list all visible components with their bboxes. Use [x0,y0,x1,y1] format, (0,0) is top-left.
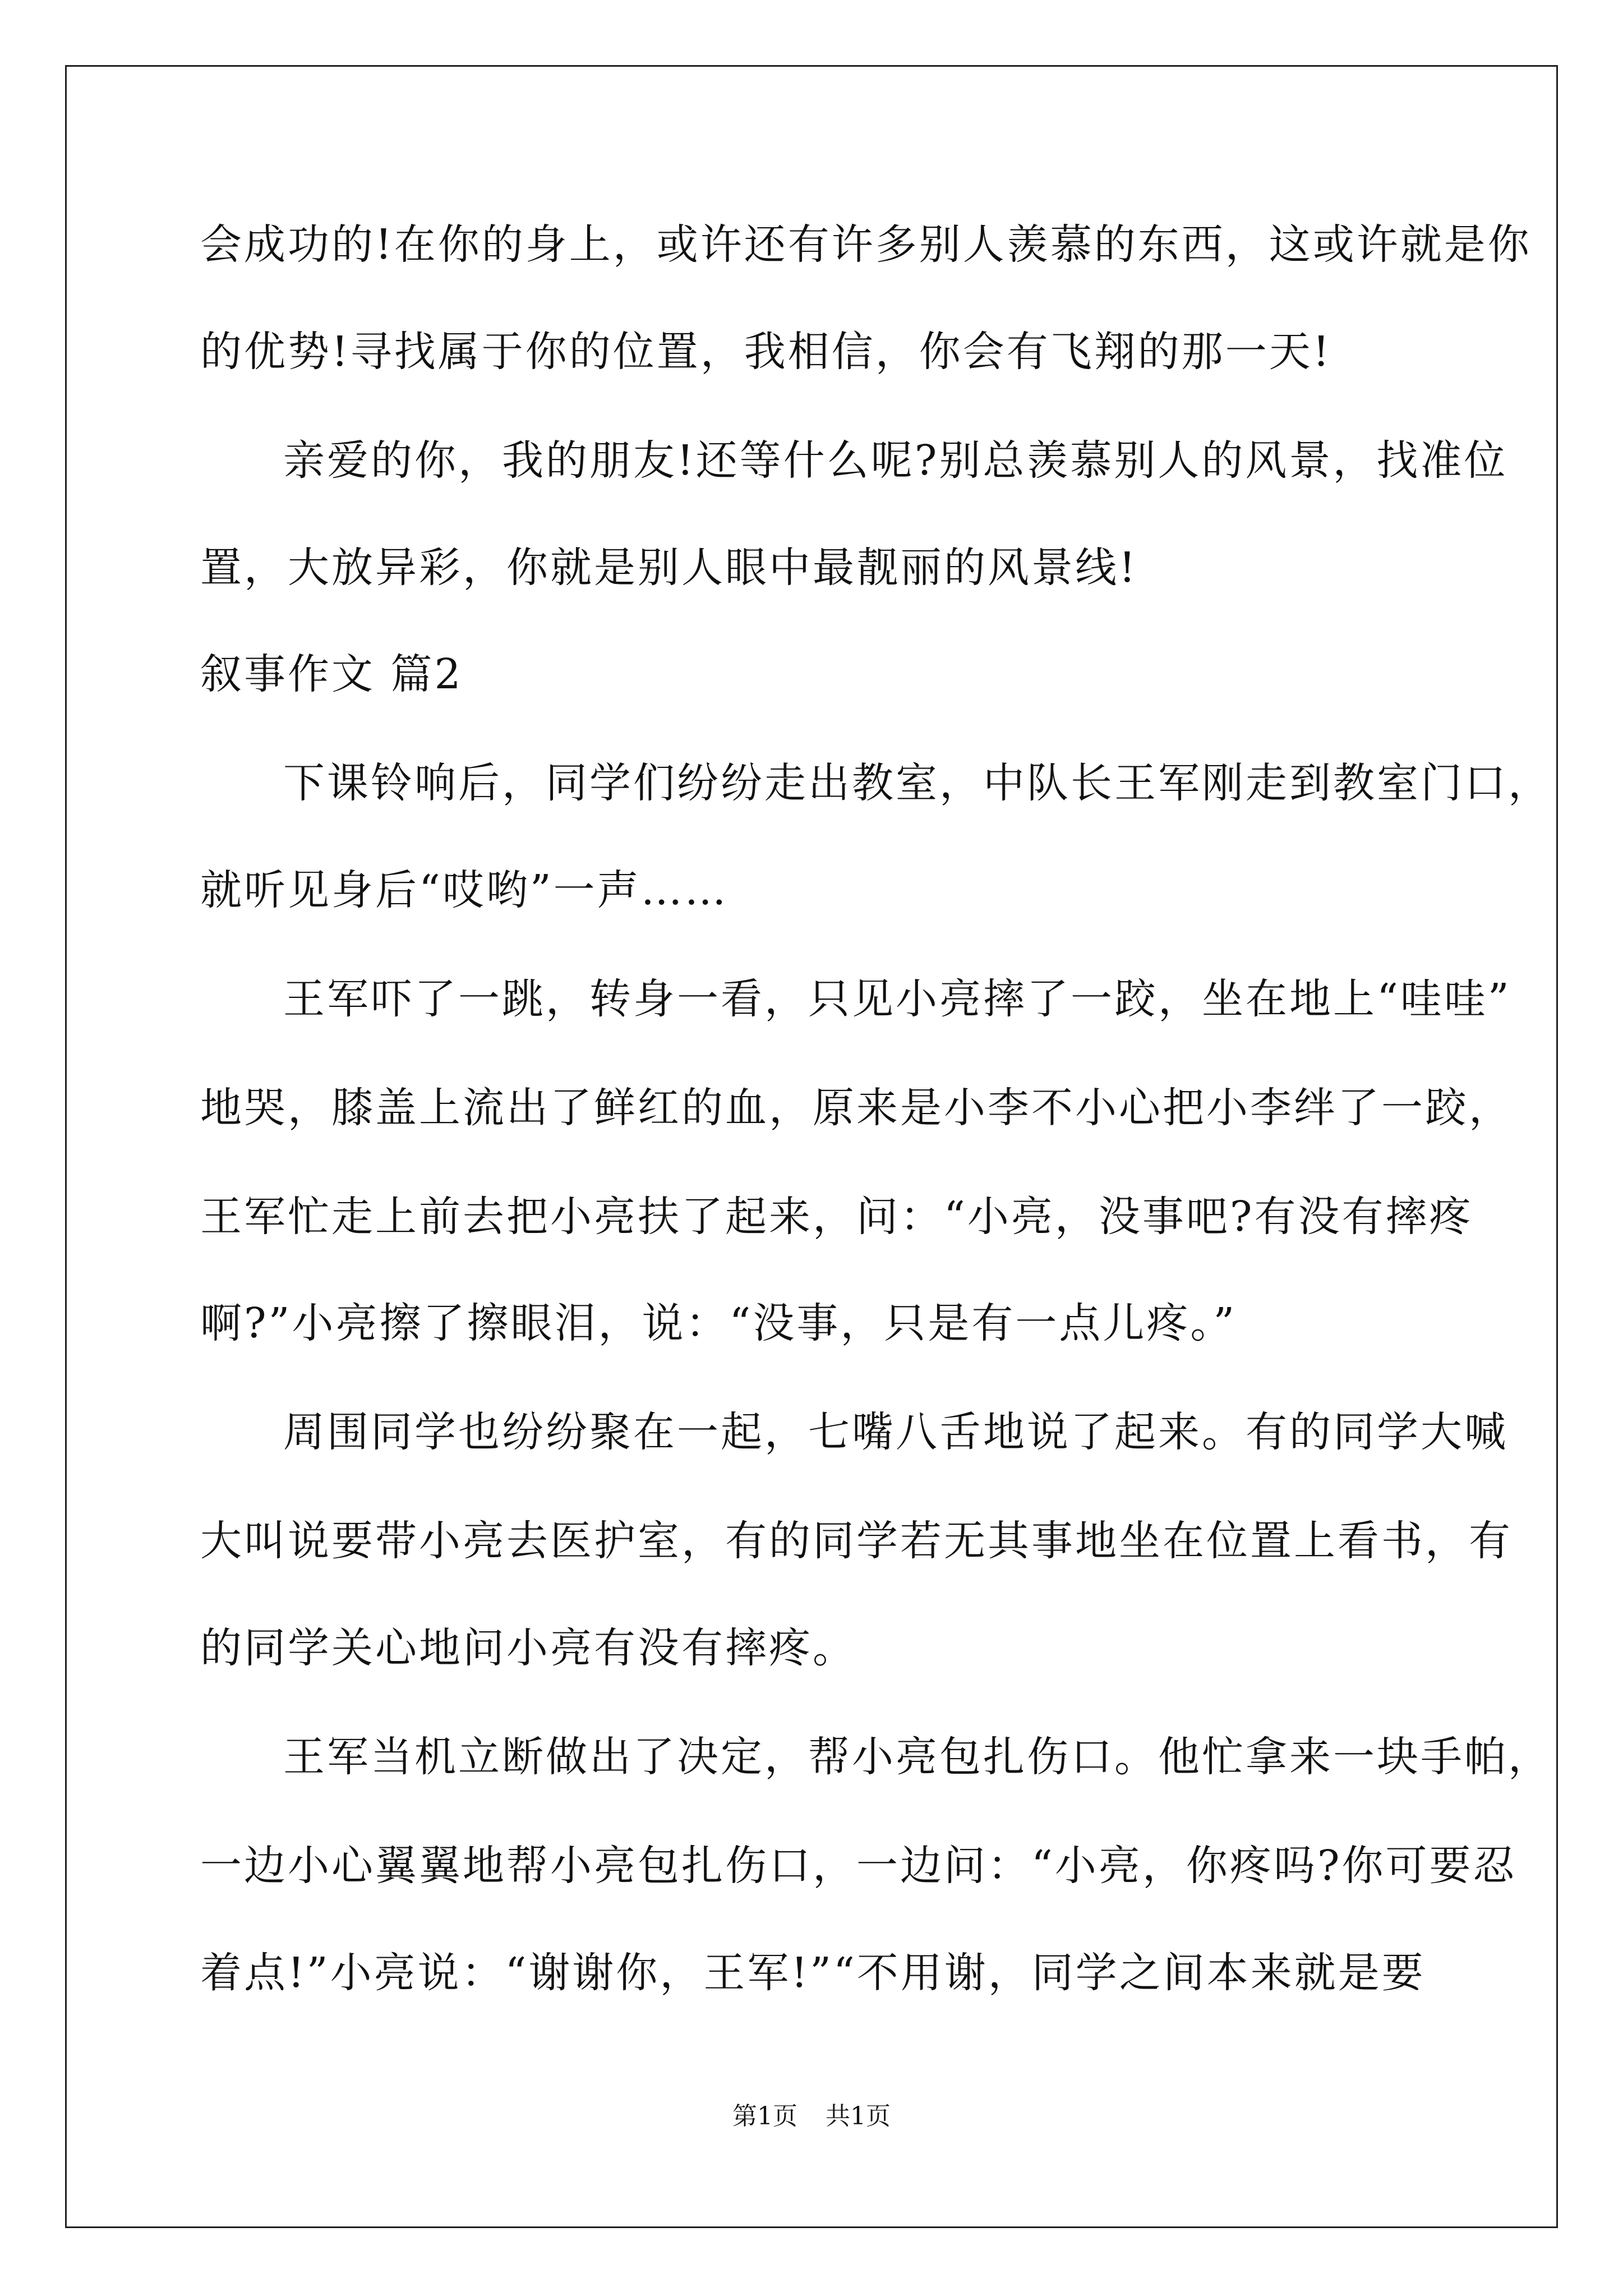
text-line: 王军当机立断做出了决定，帮小亮包扎伤口。他忙拿来一块手帕， [283,1733,1552,1781]
text-line: 大叫说要带小亮去医护室，有的同学若无其事地坐在位置上看书，有 [200,1517,1513,1565]
section-heading: 叙事作文 篇2 [200,650,463,698]
text-line: 会成功的!在你的身上，或许还有许多别人羡慕的东西，这或许就是你 [200,220,1532,269]
page-border [65,65,1558,2228]
text-line: 王军忙走上前去把小亮扶了起来，问：“小亮，没事吧?有没有摔疼 [200,1193,1473,1241]
page-footer [0,2101,1623,2132]
text-line: 的同学关心地问小亮有没有摔疼。 [200,1624,856,1672]
page-number: 第1页 [732,2102,797,2131]
text-line: 的优势!寻找属于你的位置，我相信，你会有飞翔的那一天! [200,328,1332,376]
text-line: 着点!”小亮说：“谢谢你，王军!”“不用谢，同学之间本来就是要 [200,1949,1426,1997]
text-line: 亲爱的你，我的朋友!还等什么呢?别总羡慕别人的风景，找准位 [283,436,1508,485]
text-line: 地哭，膝盖上流出了鲜红的血，原来是小李不小心把小李绊了一跤， [200,1084,1513,1132]
page-total: 共1页 [826,2102,891,2131]
text-line: 啊?”小亮擦了擦眼泪，说：“没事，只是有一点儿疼。” [200,1299,1237,1347]
text-line: 周围同学也纷纷聚在一起，七嘴八舌地说了起来。有的同学大喊 [283,1408,1508,1456]
text-line: 就听见身后“哎哟”一声…… [200,866,728,914]
text-line: 王军吓了一跳，转身一看，只见小亮摔了一跤，坐在地上“哇哇” [283,975,1511,1023]
text-line: 置，大放异彩，你就是别人眼中最靓丽的风景线! [200,544,1138,592]
text-line: 下课铃响后，同学们纷纷走出教室，中队长王军刚走到教室门口， [283,759,1552,807]
text-line: 一边小心翼翼地帮小亮包扎伤口，一边问：“小亮，你疼吗?你可要忍 [200,1842,1517,1890]
